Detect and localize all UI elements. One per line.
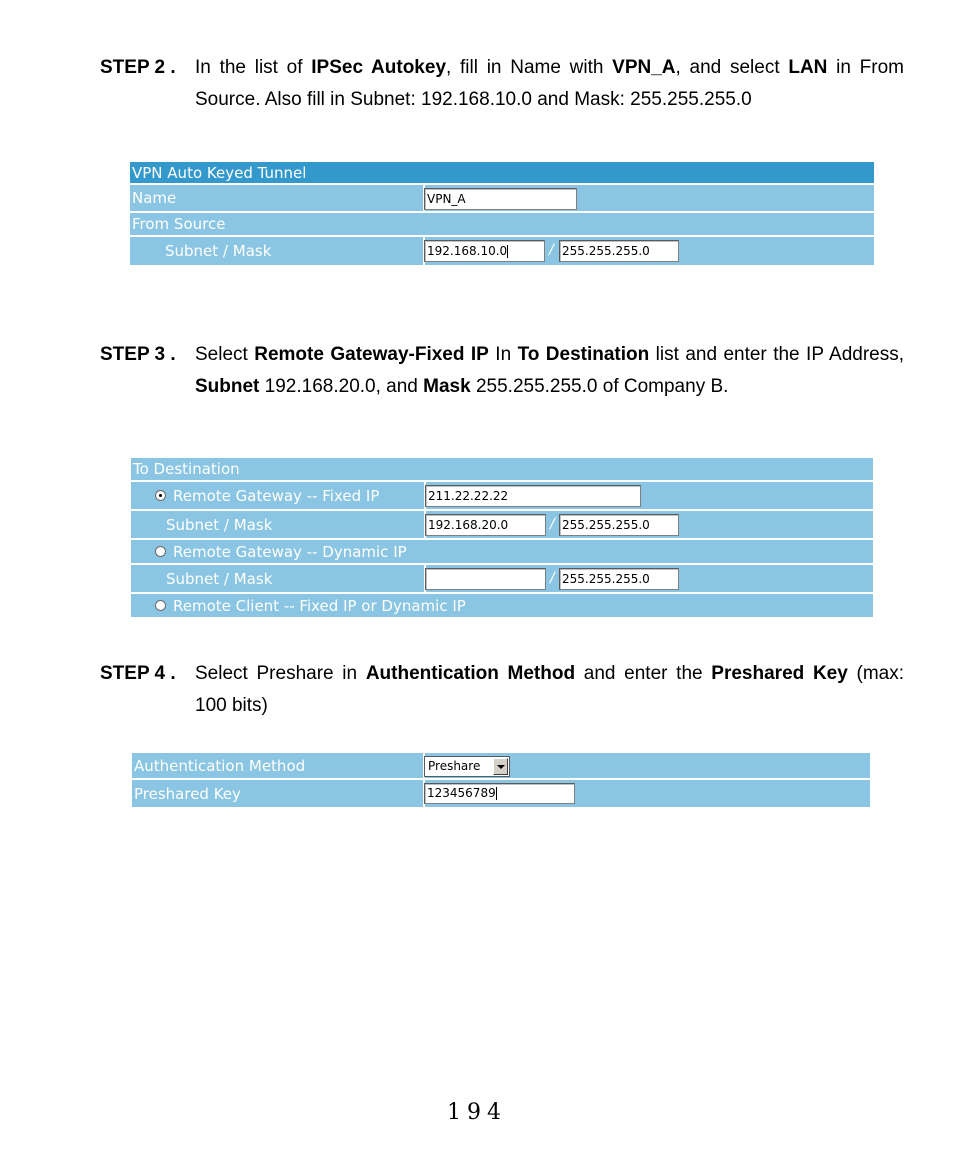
dynamic-mask-input[interactable]: 255.255.255.0 xyxy=(559,568,679,590)
page-number: 194 xyxy=(447,1100,507,1125)
chevron-down-icon[interactable] xyxy=(493,758,508,775)
step-4-label: STEP 4 . xyxy=(100,663,176,684)
subnet-mask-separator: / xyxy=(550,516,555,532)
step-3-text: Select Remote Gateway-Fixed IP In To Destination list and enter the IP Address, Subnet 192.168.20.0, and Mask 255.255.255.0 of Company B. xyxy=(195,344,905,397)
authentication-panel xyxy=(132,753,870,807)
name-row xyxy=(130,185,874,213)
to-destination-panel xyxy=(131,458,873,617)
vpn-auto-keyed-tunnel-panel xyxy=(130,162,874,265)
step-3-label: STEP 3 . xyxy=(100,344,176,365)
source-subnet-input[interactable]: 192.168.10.0 xyxy=(424,240,545,262)
to-destination-title: To Destination xyxy=(133,460,240,478)
fixed-ip-subnet-mask-row xyxy=(131,511,873,540)
subnet-mask-separator: / xyxy=(550,570,555,586)
step-3-instruction xyxy=(100,339,904,403)
fixed-ip-label: Remote Gateway -- Fixed IP xyxy=(173,486,380,505)
fixed-ip-radio[interactable] xyxy=(155,490,166,501)
subnet-mask-label: Subnet / Mask xyxy=(166,569,273,588)
panel-header-row xyxy=(130,162,874,185)
fixed-subnet-input[interactable]: 192.168.20.0 xyxy=(425,514,546,536)
name-input[interactable]: VPN_A xyxy=(424,188,577,210)
remote-client-label: Remote Client -- Fixed IP or Dynamic IP xyxy=(173,596,466,615)
dynamic-ip-subnet-mask-row xyxy=(131,565,873,594)
fixed-mask-input[interactable]: 255.255.255.0 xyxy=(559,514,679,536)
auth-method-selected-value: Preshare xyxy=(428,759,481,773)
dynamic-ip-option[interactable] xyxy=(155,540,407,563)
to-destination-header-row xyxy=(131,458,873,482)
source-mask-input[interactable]: 255.255.255.0 xyxy=(559,240,679,262)
preshared-key-label: Preshared Key xyxy=(134,784,241,803)
fixed-ip-input[interactable]: 211.22.22.22 xyxy=(425,485,641,507)
preshared-key-row xyxy=(132,780,870,807)
subnet-mask-separator: / xyxy=(549,242,554,258)
step-4-instruction xyxy=(100,658,904,722)
dynamic-ip-label: Remote Gateway -- Dynamic IP xyxy=(173,542,407,561)
subnet-mask-label: Subnet / Mask xyxy=(166,515,273,534)
remote-client-radio[interactable] xyxy=(155,600,166,611)
auth-method-select[interactable] xyxy=(424,756,510,777)
auth-method-label: Authentication Method xyxy=(134,756,306,775)
dynamic-ip-row xyxy=(131,540,873,565)
step-4-text: Select Preshare in Authentication Method and enter the Preshared Key (max: 100 bits) xyxy=(195,663,905,716)
subnet-mask-label: Subnet / Mask xyxy=(165,242,272,260)
from-source-subnet-mask-row xyxy=(130,237,874,265)
auth-method-row xyxy=(132,753,870,780)
remote-client-option[interactable] xyxy=(155,594,466,617)
from-source-row xyxy=(130,213,874,237)
step-2-text: In the list of IPSec Autokey, fill in Name with VPN_A, and select LAN in From Source. Also fill in Subnet: 192.168.10.0 and Mask: 255.255.255.0 xyxy=(195,57,904,110)
dynamic-ip-radio[interactable] xyxy=(155,546,166,557)
preshared-key-input[interactable]: 123456789 xyxy=(424,783,575,804)
from-source-label: From Source xyxy=(132,215,226,233)
fixed-ip-option[interactable] xyxy=(155,482,379,509)
fixed-ip-row xyxy=(131,482,873,511)
panel-header-title: VPN Auto Keyed Tunnel xyxy=(132,163,307,182)
step-2-instruction xyxy=(100,52,904,116)
step-2-label: STEP 2 . xyxy=(100,57,176,78)
name-label: Name xyxy=(132,189,177,207)
remote-client-row xyxy=(131,594,873,617)
dynamic-subnet-input[interactable] xyxy=(425,568,546,590)
